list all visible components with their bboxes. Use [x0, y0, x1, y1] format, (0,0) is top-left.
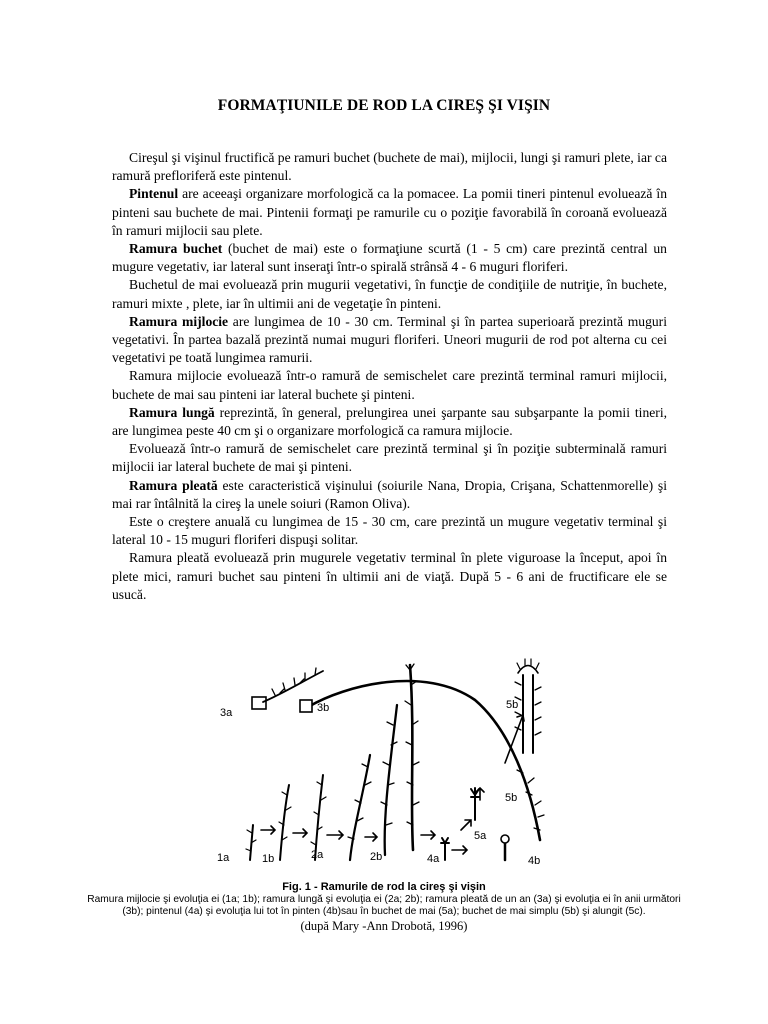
paragraph-mijlocie-evolutie: Ramura mijlocie evoluează într-o ramură de semischelet care prezintă terminal ramuri mijlocii, buchete de mai sau pinteni iar lateral buchete şi pinteni.: [112, 368, 667, 402]
label-4a: 4a: [427, 853, 440, 865]
figure-caption: [84, 881, 684, 934]
figure-caption-title: Fig. 1 - Ramurile de rod la cireş şi vişin: [282, 881, 486, 893]
document-body: [112, 149, 667, 604]
label-1b: 1b: [262, 853, 275, 865]
figure-caption-text: Ramura mijlocie şi evoluţia ei (1a; 1b); ramura lungă şi evoluţia ei (2a; 2b); ramura pleată de un an (3a) şi evoluţia ei în anii următori (3b); pintenul (4a) şi evoluţia lui tot în pinten (4b)sau în buchet de mai (5a); buchet de mai simplu (5b) şi alungit (5c).: [87, 894, 681, 918]
paragraph-ramura-pleata: Ramura pleată este caracteristică vişinului (soiurile Nana, Dropia, Crişana, Schattenmorelle) şi mai rar întâlnită la cireş la unele soiuri (Ramon Oliva).: [112, 477, 667, 511]
figure-source: (după Mary -Ann Drobotă, 1996): [300, 918, 468, 933]
branches-illustration: [205, 645, 570, 880]
paragraph-pintenul: Pintenul are aceeaşi organizare morfologică ca la pomacee. La pomii tineri pintenul evoluează în pinteni sau buchete de mai. Pintenii formaţi pe ramurile cu o poziţie favorabilă în coroană evoluează în ramuri mijlocii sau plete.: [112, 186, 667, 238]
label-2b: 2b: [370, 851, 383, 863]
paragraph-ramura-lunga: Ramura lungă reprezintă, în general, prelungirea unei şarpante sau subşarpante la pomii tineri, are lungimea peste 40 cm şi o organizare morfologică ca ramura mijlocie.: [112, 404, 667, 439]
label-5b-mid: 5b: [505, 792, 518, 804]
label-3b: 3b: [317, 702, 330, 714]
paragraph-intro: Cireşul şi vişinul fructifică pe ramuri buchet (buchete de mai), mijlocii, lungi şi ramuri plete, iar ca ramură prefloriferă este pintenul.: [112, 150, 667, 184]
label-2a: 2a: [311, 849, 324, 861]
document-title: FORMAŢIUNILE DE ROD LA CIREŞ ŞI VIŞIN: [217, 97, 551, 114]
paragraph-ramura-mijlocie: Ramura mijlocie are lungimea de 10 - 30 cm. Terminal şi în partea superioară prezintă muguri vegetativi. În partea bazală prezintă numai muguri floriferi. Uneori mugurii de rod pot alterna cu cei vegetativi pe toată lungimea ramurii.: [112, 313, 667, 366]
label-4b: 4b: [528, 855, 541, 867]
paragraph-ramura-buchet: Ramura buchet (buchet de mai) este o formaţiune scurtă (1 - 5 cm) care prezintă central un mugure vegetativ, iar lateral sunt inseraţi într-o spirală strânsă 4 - 6 muguri floriferi.: [112, 241, 667, 275]
label-5b-top: 5b: [506, 699, 519, 711]
label-3a: 3a: [220, 707, 233, 719]
paragraph-pleata-crestere: Este o creştere anuală cu lungimea de 15 - 30 cm, care prezintă un mugure vegetativ terminal şi lateral 10 - 15 muguri floriferi dispuşi solitar.: [112, 514, 667, 548]
paragraph-lunga-evolutie: Evoluează într-o ramură de semischelet care prezintă terminal şi în poziţie subterminală ramuri mijlocii iar lateral buchete de mai şi pinteni.: [112, 441, 667, 475]
paragraph-pleata-evolutie: Ramura pleată evoluează prin mugurele vegetativ terminal în plete viguroase la început, apoi în plete mici, ramuri buchet sau pinteni în ultimii ani de viaţă. După 5 - 6 ani de fructificare ele se usucă.: [112, 550, 667, 602]
label-5a: 5a: [474, 830, 487, 842]
label-1a: 1a: [217, 852, 230, 864]
paragraph-buchet-evolutie: Buchetul de mai evoluează prin mugurii vegetativi, în funcţie de condiţiile de nutriţie, în buchete, ramuri mixte , plete, iar în ultimii ani de vegetaţie în pinteni.: [112, 277, 667, 311]
